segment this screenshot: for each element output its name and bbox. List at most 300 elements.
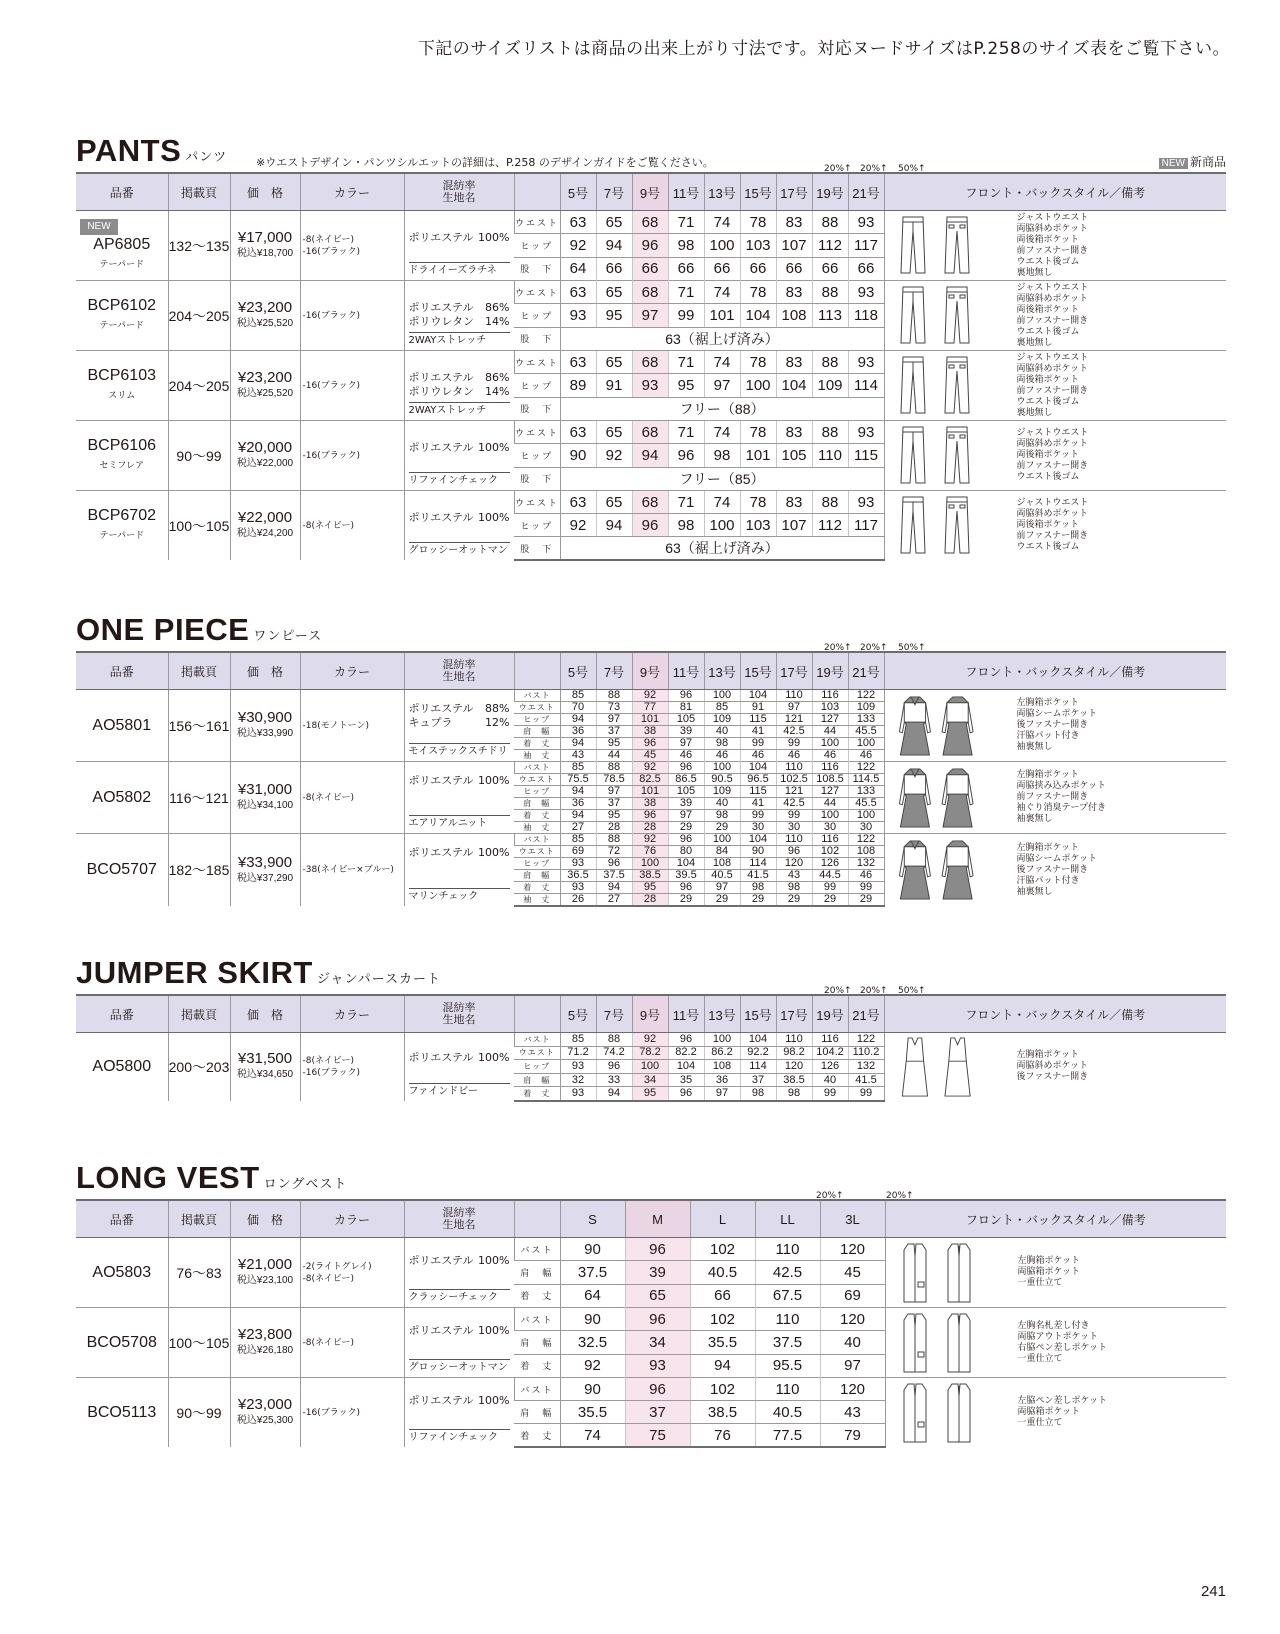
col-size: 7号 — [596, 995, 632, 1033]
jumper-size-table — [76, 994, 1226, 1102]
measurement-value: 93 — [848, 421, 884, 444]
measurement-value: 66 — [740, 257, 776, 280]
col-size: 17号 — [776, 173, 812, 211]
price: ¥31,500 — [237, 1050, 293, 1068]
catalog-page: 90～99 — [168, 421, 230, 491]
product-code-cell — [76, 1033, 168, 1101]
col-material — [404, 1200, 514, 1238]
col-page: 掲載頁 — [168, 173, 230, 211]
measurement-value: 68 — [632, 421, 668, 444]
measurement-value: 37 — [596, 726, 632, 738]
measurement-value: 120 — [820, 1378, 885, 1401]
measurement-value: 101 — [704, 304, 740, 327]
style-notes: 左胸箱ポケット 両脇シームポケット 後ファスナー開き 汗脇パット付き 袖裏無し — [1016, 698, 1098, 752]
measurement-value: 68 — [632, 491, 668, 514]
section-header — [76, 612, 1226, 653]
pants-section — [76, 133, 1226, 561]
measurement-value: 105 — [668, 714, 704, 726]
measurement-value: 104 — [740, 762, 776, 774]
measurement-label: ウエスト — [514, 211, 560, 234]
measurement-value: 88 — [596, 1033, 632, 1047]
material-cell — [404, 1033, 514, 1101]
back-dress-illustration — [942, 841, 973, 899]
measurement-value: 104 — [776, 374, 812, 397]
measurement-label: ウエスト — [514, 351, 560, 374]
product-code-cell — [76, 491, 168, 561]
measurement-value: 95.5 — [755, 1354, 820, 1377]
price-with-tax: 税込¥22,000 — [236, 458, 294, 469]
material-percent: 100% — [478, 774, 510, 787]
section-title — [76, 957, 441, 994]
measurement-value: 94 — [560, 786, 596, 798]
measurement-value: 46 — [812, 750, 848, 762]
measurement-value: 83 — [776, 351, 812, 374]
product-group — [76, 351, 1226, 421]
measurement-label: バスト — [514, 834, 560, 846]
measurement-value: 121 — [776, 714, 812, 726]
col-material-ratio: 混紡率 — [442, 179, 476, 192]
measurement-value: 96 — [625, 1238, 690, 1261]
measurement-label: 袖 丈 — [523, 823, 551, 832]
price-with-tax: 税込¥25,300 — [236, 1415, 294, 1426]
color-cell — [300, 281, 404, 351]
material-line — [409, 441, 510, 455]
measurement-value: 46 — [704, 750, 740, 762]
measurement-value: 44 — [812, 726, 848, 738]
measurement-value: 88 — [812, 211, 848, 234]
style-cell — [885, 1308, 1226, 1378]
measurement-value: 29 — [848, 894, 884, 907]
material-line — [409, 231, 510, 245]
measurement-value: 109 — [704, 714, 740, 726]
measurement-value: 63 — [560, 421, 596, 444]
measurement-value: 96 — [632, 514, 668, 537]
measurement-value: 41 — [740, 798, 776, 810]
measurement-value: 85 — [560, 1033, 596, 1047]
price-with-tax: 税込¥18,700 — [236, 248, 294, 259]
measurement-value: 90 — [560, 1238, 625, 1261]
style-cell — [884, 690, 1226, 762]
back-vest-illustration — [948, 1244, 970, 1302]
measurement-value: 66 — [690, 1284, 755, 1307]
col-size: 15号 — [740, 652, 776, 690]
col-page: 掲載頁 — [168, 995, 230, 1033]
measurement-value: 93 — [632, 374, 668, 397]
material-cell — [404, 351, 514, 421]
front-dress-illustration — [899, 696, 930, 754]
measurement-value: 65 — [596, 281, 632, 304]
price-cell — [230, 491, 300, 561]
table-header-row — [76, 995, 1226, 1033]
measurement-value: 126 — [812, 858, 848, 870]
price: ¥23,800 — [237, 1326, 293, 1343]
material-line — [409, 1254, 510, 1268]
measurement-value: 99 — [740, 810, 776, 822]
table-row — [76, 211, 1226, 234]
color-option: -18(モノトーン) — [302, 720, 369, 731]
measurement-value: 95 — [668, 374, 704, 397]
table-row — [76, 762, 1226, 774]
measurement-label: バスト — [514, 1308, 560, 1331]
col-size: LL — [755, 1200, 820, 1238]
col-color: カラー — [300, 995, 404, 1033]
measurement-value: 36 — [704, 1073, 740, 1087]
color-cell — [300, 690, 404, 762]
new-badge: NEW — [1159, 158, 1188, 169]
measurement-value: 40 — [820, 1331, 885, 1354]
measurement-value: 98 — [740, 882, 776, 894]
col-size: 9号 — [632, 652, 668, 690]
measurement-value: 43 — [820, 1401, 885, 1424]
measurement-value: 30 — [848, 822, 884, 834]
material-line — [409, 315, 510, 329]
col-size: 19号 — [812, 173, 848, 211]
measurement-value: 116 — [812, 834, 848, 846]
measurement-label: バスト — [514, 1238, 560, 1261]
material-line — [409, 385, 510, 399]
col-material — [404, 652, 514, 690]
col-size: 19号 — [812, 995, 848, 1033]
measurement-value: 100 — [704, 234, 740, 257]
measurement-value: 32 — [560, 1073, 596, 1087]
measurement-value: 88 — [812, 351, 848, 374]
price-cell — [230, 1308, 300, 1378]
measurement-value: 90 — [560, 1378, 625, 1401]
color-option: -8(ネイビー) — [302, 1337, 354, 1348]
measurement-value: 74 — [704, 491, 740, 514]
measurement-value: 110 — [755, 1378, 820, 1401]
color-option: -16(ブラック) — [302, 1407, 361, 1418]
measurement-value: 66 — [596, 257, 632, 280]
measurement-value: 99 — [776, 738, 812, 750]
col-material — [404, 173, 514, 211]
col-size: 7号 — [596, 652, 632, 690]
measurement-label: ウエスト — [514, 846, 560, 858]
measurement-value: 46 — [668, 750, 704, 762]
material-name: ポリエステル — [408, 702, 474, 715]
measurement-value: 96 — [668, 1033, 704, 1047]
material-cell — [404, 834, 514, 907]
onepiece-size-table — [76, 651, 1226, 907]
size-surcharge-note: 50%↑ — [898, 164, 926, 174]
measurement-value: 96 — [776, 846, 812, 858]
measurement-value: 120 — [820, 1308, 885, 1331]
measurement-value: 94 — [596, 882, 632, 894]
material-line — [409, 716, 510, 730]
front-back-style-illustration — [889, 767, 999, 829]
size-surcharge-note: 20%↑ — [824, 986, 852, 996]
col-size: 11号 — [668, 995, 704, 1033]
measurement-value: 98 — [704, 444, 740, 467]
measurement-value: 79 — [820, 1424, 885, 1447]
col-price: 価 格 — [230, 652, 300, 690]
fabric-name: クラッシーチェック — [409, 1289, 510, 1305]
measurement-value: 97 — [632, 304, 668, 327]
measurement-value: 96 — [668, 762, 704, 774]
product-group — [76, 762, 1226, 834]
col-material-fabric: 生地名 — [442, 1013, 476, 1026]
measurement-value: 78 — [740, 351, 776, 374]
onepiece-section — [76, 612, 1226, 907]
color-cell — [300, 834, 404, 907]
fabric-name: 2WAYストレッチ — [409, 332, 510, 348]
front-vest-illustration — [904, 1244, 926, 1302]
new-badge: NEW — [80, 219, 118, 235]
measurement-value: 64 — [560, 257, 596, 280]
col-measure — [514, 652, 560, 690]
material-line — [409, 1394, 510, 1408]
measurement-value: 122 — [848, 690, 884, 702]
material-percent: 86% — [485, 371, 510, 384]
price-cell — [230, 690, 300, 762]
price-with-tax: 税込¥34,650 — [236, 1069, 294, 1081]
measurement-value: 96 — [668, 444, 704, 467]
measurement-value: 99 — [848, 1087, 884, 1101]
price: ¥20,000 — [237, 439, 293, 456]
measurement-value: 74.2 — [596, 1046, 632, 1060]
measurement-value: 77 — [632, 702, 668, 714]
material-name: ポリエステル — [408, 1394, 474, 1407]
col-size: 9号 — [632, 995, 668, 1033]
measurement-value: 85 — [560, 834, 596, 846]
measurement-value: 29 — [704, 822, 740, 834]
style-cell — [885, 1238, 1226, 1308]
measurement-value: 96 — [632, 234, 668, 257]
material-percent: 14% — [485, 385, 510, 398]
style-notes: ジャストウエスト 両脇斜めポケット 両後箱ポケット 前ファスナー開き ウエスト後ゴム — [1016, 498, 1089, 552]
measurement-value: 110 — [776, 690, 812, 702]
price-with-tax: 税込¥23,100 — [236, 1275, 294, 1286]
material-percent: 100% — [478, 441, 510, 454]
measurement-value: 78 — [740, 491, 776, 514]
product-code-cell — [76, 1378, 168, 1448]
product-silhouette: セミフレア — [99, 460, 145, 471]
measurement-label: 着 丈 — [520, 1362, 554, 1373]
product-group — [76, 1378, 1226, 1448]
measurement-value: 66 — [776, 257, 812, 280]
measurement-label: 股 下 — [514, 537, 560, 560]
measurement-label: 袖 丈 — [514, 894, 560, 907]
measurement-value: 35.5 — [560, 1401, 625, 1424]
measurement-value: 105 — [776, 444, 812, 467]
measurement-value: 68 — [632, 351, 668, 374]
measurement-value: 127 — [812, 786, 848, 798]
measurement-value: 96 — [596, 858, 632, 870]
col-size: 5号 — [560, 173, 596, 211]
measurement-value: 94 — [690, 1354, 755, 1377]
style-cell — [884, 762, 1226, 834]
measurement-label: 肩 幅 — [514, 870, 560, 882]
col-style: フロント・バックスタイル／備考 — [884, 173, 1226, 211]
measurement-value: 101 — [740, 444, 776, 467]
measurement-value: 121 — [776, 786, 812, 798]
measurement-value: 45.5 — [848, 798, 884, 810]
product-code: AO5803 — [92, 1263, 152, 1281]
product-code: BCP6702 — [87, 506, 156, 524]
measurement-value: 40 — [704, 726, 740, 738]
measurement-value: 92 — [560, 514, 596, 537]
front-pants-illustration — [901, 217, 925, 273]
section-subtitle: ジャンパースカート — [316, 971, 441, 986]
col-code: 品番 — [76, 1200, 168, 1238]
measurement-value: 44 — [596, 750, 632, 762]
col-color: カラー — [300, 652, 404, 690]
color-option: -8(ネイビー) — [302, 1055, 354, 1066]
measurement-value: 100 — [740, 374, 776, 397]
measurement-value: 37.5 — [596, 870, 632, 882]
measurement-value: 97 — [596, 714, 632, 726]
col-size: 13号 — [704, 995, 740, 1033]
col-color: カラー — [300, 173, 404, 211]
price-with-tax: 税込¥37,290 — [236, 872, 294, 884]
front-pants-illustration — [901, 497, 925, 553]
measurement-value: 71.2 — [560, 1046, 596, 1060]
measurement-value: 98 — [704, 810, 740, 822]
measurement-value: 98 — [668, 514, 704, 537]
measurement-value: 65 — [596, 421, 632, 444]
measurement-value: 65 — [596, 351, 632, 374]
measurement-value: 96 — [596, 1060, 632, 1074]
measurement-value: 101 — [632, 786, 668, 798]
measurement-value: 67.5 — [755, 1284, 820, 1307]
measurement-value: 120 — [776, 1060, 812, 1074]
measurement-value: 100 — [704, 1033, 740, 1047]
measurement-label: ウエスト — [514, 281, 560, 304]
measurement-value: 76 — [632, 846, 668, 858]
measurement-value: 96 — [625, 1378, 690, 1401]
col-measure — [514, 173, 560, 211]
measurement-value: 100 — [812, 810, 848, 822]
section-title-text: JUMPER SKIRT — [76, 955, 313, 990]
price: ¥31,000 — [237, 781, 293, 798]
material-line — [409, 371, 510, 385]
measurement-value: 133 — [848, 786, 884, 798]
measurement-value: 66 — [848, 257, 884, 280]
measurement-value: 43 — [560, 750, 596, 762]
table-header-row — [76, 173, 1226, 211]
measurement-value: 37 — [625, 1401, 690, 1424]
style-notes: 左胸名札差し付き 両脇アウトポケット 右脇ペン差しポケット 一重仕立て — [1017, 1320, 1108, 1364]
measurement-value: 110.2 — [848, 1046, 884, 1060]
section-title — [76, 1162, 347, 1199]
measurement-value: 118 — [848, 304, 884, 327]
product-silhouette: テーパード — [99, 320, 145, 331]
measurement-value: 96 — [632, 810, 668, 822]
measurement-label: 肩 幅 — [514, 798, 560, 810]
color-option: -8(ネイビー) — [302, 234, 354, 245]
measurement-value: 98 — [668, 234, 704, 257]
measurement-label: バスト — [514, 1033, 560, 1047]
size-surcharge-note: 20%↑ — [886, 1191, 914, 1201]
product-silhouette: スリム — [108, 390, 136, 401]
measurement-value: 132 — [848, 858, 884, 870]
measurement-value: 94 — [596, 1087, 632, 1101]
measurement-value: 66 — [704, 257, 740, 280]
color-option: -8(ネイビー) — [302, 792, 354, 803]
style-notes: 左脇ペン差しポケット 両脇箱ポケット 一重仕立て — [1017, 1396, 1108, 1428]
price: ¥23,200 — [237, 299, 293, 316]
product-code: BCO5708 — [86, 1333, 157, 1351]
measurement-value: 43 — [776, 870, 812, 882]
price: ¥22,000 — [237, 509, 293, 526]
section-title — [76, 614, 322, 651]
measurement-value: 38.5 — [690, 1401, 755, 1424]
fabric-name: 2WAYストレッチ — [409, 402, 510, 418]
measurement-value: 101 — [632, 714, 668, 726]
color-cell — [300, 762, 404, 834]
measurement-value: 102 — [812, 846, 848, 858]
product-code: AO5802 — [92, 788, 152, 806]
measurement-value: 102 — [690, 1308, 755, 1331]
price: ¥17,000 — [237, 229, 293, 246]
section-note: ※ウエストデザイン・パンツシルエットの詳細は、P.258 のデザインガイドをご覧ください。 — [256, 156, 714, 169]
measurement-value: 74 — [704, 421, 740, 444]
header-note: 下記のサイズリストは商品の出来上がり寸法です。対応ヌードサイズはP.258のサイズ表をご覧下さい。 — [417, 39, 1230, 59]
measurement-value: 109 — [848, 702, 884, 714]
style-cell — [884, 421, 1226, 491]
catalog-page: 204～205 — [168, 281, 230, 351]
measurement-value: 71 — [668, 421, 704, 444]
col-size: 21号 — [848, 652, 884, 690]
material-name: ポリエステル — [408, 371, 474, 384]
col-material — [404, 995, 514, 1033]
col-material-ratio: 混紡率 — [442, 1206, 476, 1219]
measurement-value: 64 — [560, 1284, 625, 1307]
measurement-value: 94 — [560, 810, 596, 822]
measurement-value: 29 — [668, 894, 704, 907]
material-name: ポリエステル — [408, 774, 474, 787]
measurement-value: 108 — [776, 304, 812, 327]
catalog-page: 182～185 — [168, 834, 230, 907]
table-header-row — [76, 1200, 1226, 1238]
col-size: 13号 — [704, 652, 740, 690]
style-cell — [884, 211, 1226, 281]
material-percent: 100% — [478, 511, 510, 524]
measurement-value: 98.2 — [776, 1046, 812, 1060]
measurement-value: 36 — [560, 798, 596, 810]
back-pants-illustration — [945, 427, 969, 483]
measurement-value: 100 — [704, 690, 740, 702]
back-pants-illustration — [945, 217, 969, 273]
front-back-style-illustration — [889, 839, 999, 901]
measurement-value: 107 — [776, 234, 812, 257]
price-cell — [230, 762, 300, 834]
measurement-label: 肩 幅 — [514, 1261, 560, 1284]
measurement-value: 102 — [690, 1238, 755, 1261]
measurement-value: 73 — [596, 702, 632, 714]
product-code-cell — [76, 762, 168, 834]
measurement-value: 114 — [740, 858, 776, 870]
style-cell — [884, 491, 1226, 561]
measurement-value: 93 — [560, 882, 596, 894]
price-cell — [230, 351, 300, 421]
measurement-value: 132 — [848, 1060, 884, 1074]
material-line — [409, 846, 510, 860]
measurement-value: 105 — [668, 786, 704, 798]
material-name: キュプラ — [408, 716, 453, 729]
size-surcharge-note: 20%↑ — [824, 164, 852, 174]
col-material-fabric: 生地名 — [442, 670, 476, 683]
material-name: ポリエステル — [408, 231, 474, 244]
material-cell — [404, 421, 514, 491]
measurement-value: 86.2 — [704, 1046, 740, 1060]
measurement-label: バスト — [514, 762, 560, 774]
catalog-page: 100～105 — [168, 491, 230, 561]
style-notes: 左胸箱ポケット 両脇斜めポケット 後ファスナー開き — [1016, 1050, 1089, 1083]
section-subtitle: ワンピース — [253, 628, 323, 643]
measurement-value: 99 — [812, 882, 848, 894]
measurement-label: ヒップ — [514, 858, 560, 870]
